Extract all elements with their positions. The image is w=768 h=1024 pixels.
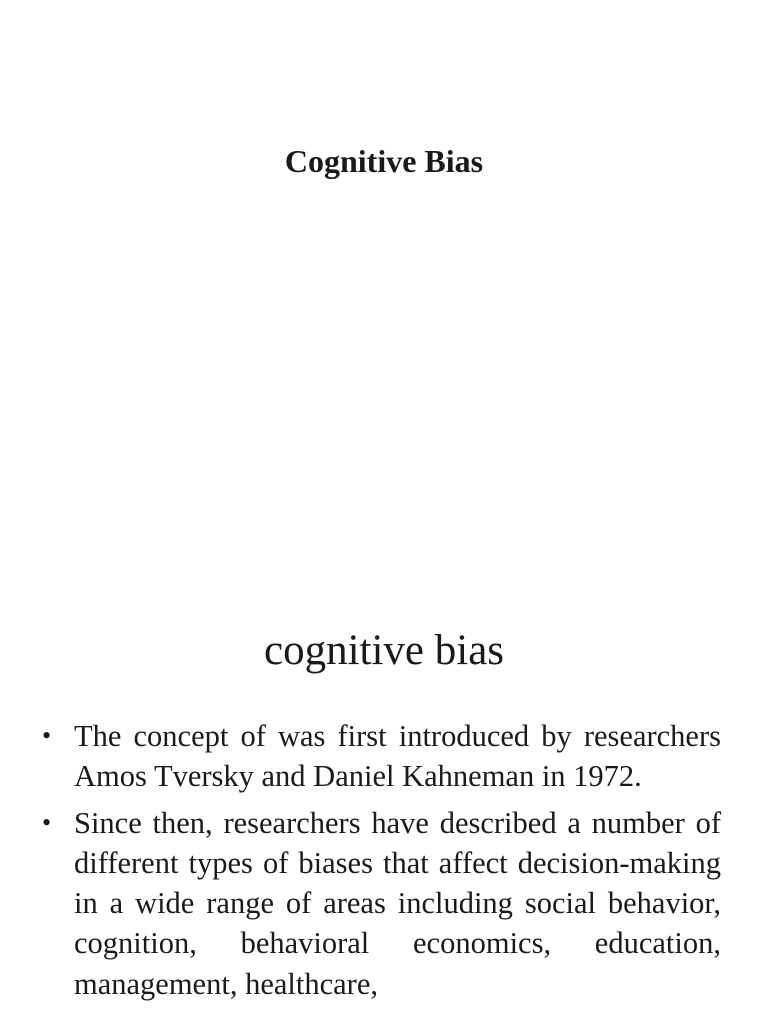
bullet-text: Since then, researchers have described a number of different types of biases that affect decision-making in a wide range of areas including social behavior, cognition, behavioral economics, education, management, healthcare,	[74, 805, 721, 1001]
bullet-icon: •	[42, 807, 52, 837]
slide-2	[0, 560, 768, 1024]
bullet-item	[42, 803, 721, 1004]
bullet-icon: •	[42, 721, 52, 750]
slide-1-title: Cognitive Bias	[284, 143, 484, 179]
slide-2-title: cognitive bias	[263, 627, 505, 674]
bullet-list	[42, 716, 721, 1010]
bullet-item	[42, 716, 721, 797]
bullet-text: The concept of was first introduced by researchers Amos Tversky and Daniel Kahneman in 1972.	[74, 719, 721, 794]
